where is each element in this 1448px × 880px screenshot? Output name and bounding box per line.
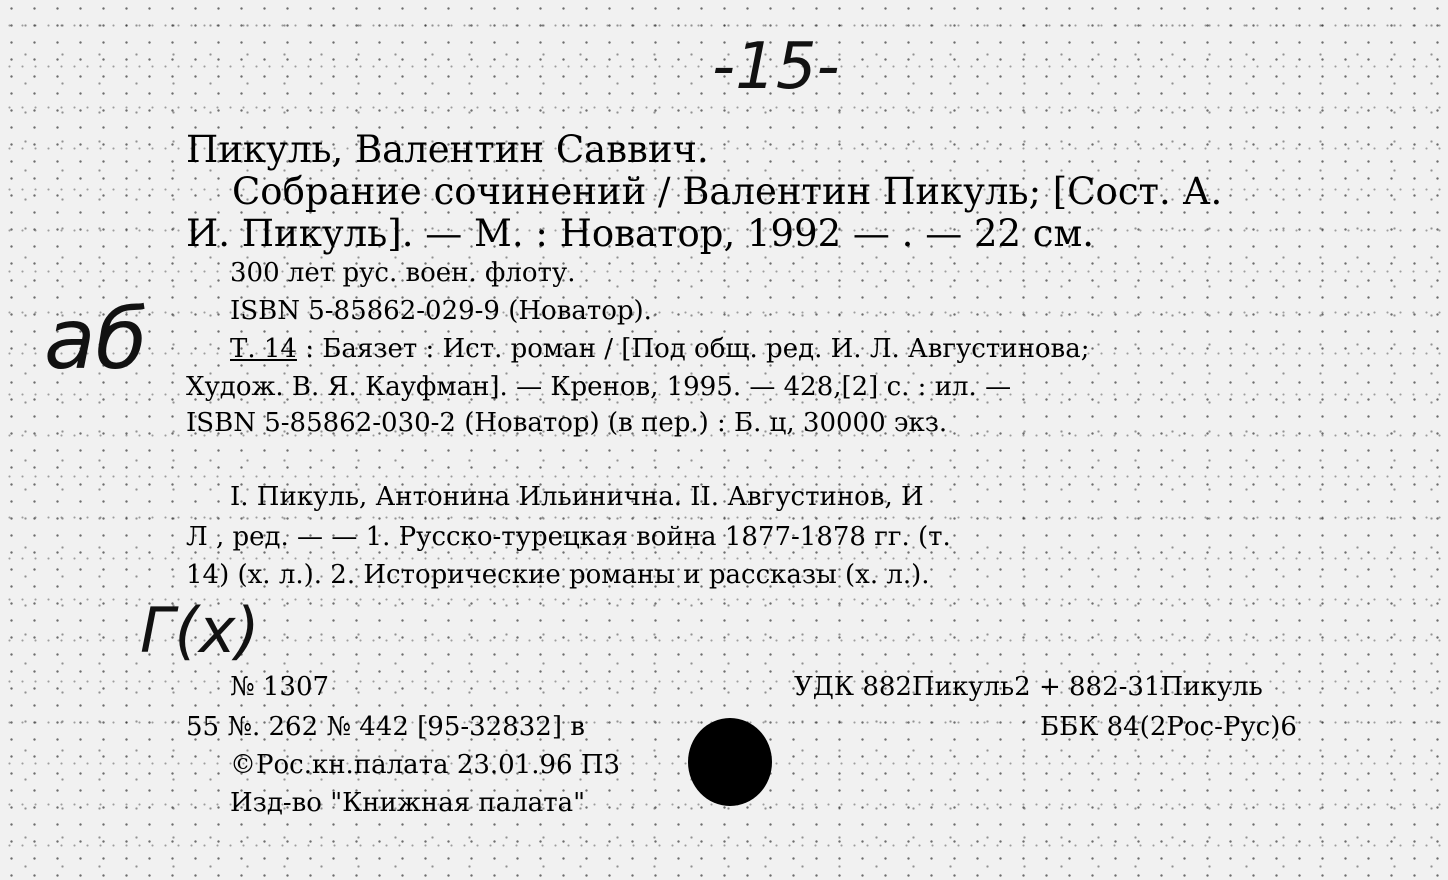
tracing-line-1: I. Пикуль, Антонина Ильинична. II. Августинов, И: [230, 482, 924, 512]
copyright-line: ©Рос.кн.палата 23.01.96 П3: [230, 750, 621, 780]
handwritten-page-number: -15-: [712, 30, 840, 104]
title-line-1: Собрание сочинений / Валентин Пикуль; [Сост. А.: [232, 170, 1223, 213]
footer-line-2: 55 №. 262 № 442 [95-32832] в: [186, 712, 585, 742]
volume-title: : Баязет : Ист. роман / [Под общ. ред. И. Л. Августинова;: [305, 334, 1090, 364]
handwritten-mid-mark: Г(х): [140, 594, 260, 667]
volume-line-3: ISBN 5-85862-030-2 (Новатор) (в пер.) : Б. ц, 30000 экз.: [186, 408, 948, 438]
tracing-line-2: Л , ред. — — 1. Русско-турецкая война 1877-1878 гг. (т.: [186, 522, 951, 552]
udk-index: УДК 882Пикуль2 + 882-31Пикуль: [794, 672, 1263, 702]
card-number: № 1307: [230, 672, 330, 702]
volume-number: Т. 14: [230, 334, 297, 364]
title-line-2: И. Пикуль]. — М. : Новатор, 1992 — . — 22 см.: [186, 212, 1095, 255]
isbn-set: ISBN 5-85862-029-9 (Новатор).: [230, 296, 652, 326]
publisher-line: Изд-во "Книжная палата": [230, 788, 586, 818]
volume-line-1: [230, 334, 1089, 364]
author-heading: Пикуль, Валентин Саввич.: [186, 128, 709, 171]
handwritten-left-mark: аб: [44, 290, 148, 388]
bbk-index: ББК 84(2Рос-Рус)6: [1040, 712, 1297, 742]
volume-line-2: Худож. В. Я. Кауфман]. — Кренов, 1995. — 428,[2] с. : ил. —: [186, 372, 1012, 402]
card-punch-hole: [688, 718, 772, 806]
series-statement: 300 лет рус. воен. флоту.: [230, 258, 576, 288]
tracing-line-3: 14) (х. л.). 2. Исторические романы и рассказы (х. л.).: [186, 560, 930, 590]
